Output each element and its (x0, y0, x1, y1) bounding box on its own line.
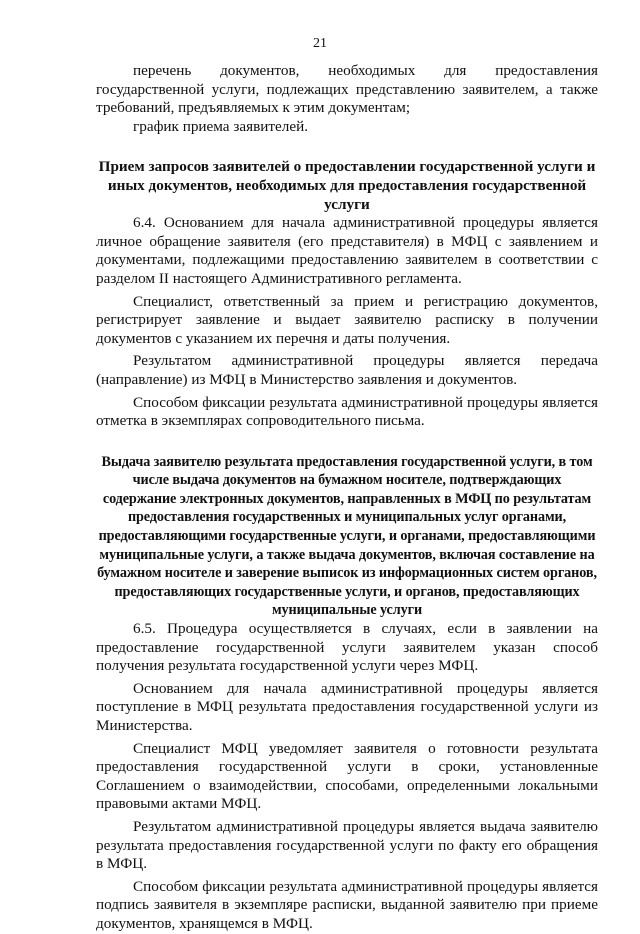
paragraph: Специалист, ответственный за прием и регистрацию документов, регистрирует заявление и выдает заявителю расписку в получении документов с указанием их перечня и даты получения. (96, 292, 598, 347)
paragraph: 6.4. Основанием для начала административной процедуры является личное обращение заявителя (его представителя) в МФЦ с заявлением и документами, подлежащими предоставлению заявителем в соответствии с разделом II настоящего Административного регламента. (96, 214, 598, 287)
paragraph: Способом фиксации результата административной процедуры является подпись заявителя в экземпляре расписки, выданной заявителю при приеме документов, хранящемся в МФЦ. (96, 877, 598, 932)
paragraph: Способом фиксации результата административной процедуры является отметка в экземплярах сопроводительного письма. (96, 393, 598, 430)
paragraph: Результатом административной процедуры является выдача заявителю результата предоставления государственной услуги по факту его обращения в МФЦ. (96, 817, 598, 873)
paragraph: Специалист МФЦ уведомляет заявителя о готовности результата предоставления государственной услуги в сроки, установленные Соглашением о взаимодействии, способами, определенными локальными правовыми актами МФЦ. (96, 739, 598, 813)
paragraph: 6.5. Процедура осуществляется в случаях, если в заявлении на предоставление государственной услуги заявителем указан способ получения результата государственной услуги через МФЦ. (96, 620, 598, 675)
section-heading: Прием запросов заявителей о предоставлении государственной услуги и иных документов, необходимых для предоставления государственной услуги (98, 158, 596, 213)
paragraph: перечень документов, необходимых для предоставления государственной услуги, подлежащих представлению заявителем, а также требований, предъявляемых к этим документам; (96, 62, 598, 117)
page-number: 21 (313, 36, 327, 51)
page-content (96, 62, 598, 934)
paragraph: график приема заявителей. (133, 117, 308, 135)
paragraph: Результатом административной процедуры является передача (направление) из МФЦ в Министерство заявления и документов. (96, 352, 598, 388)
paragraph: Основанием для начала административной процедуры является поступление в МФЦ результата предоставления государственной услуги из Министерства. (96, 679, 598, 734)
section-heading: Выдача заявителю результата предоставления государственной услуги, в том числе выдача документов на бумажном носителе, подтверждающих содержание электронных документов, направленных в МФЦ по результатам предоставления государственных и муниципальных услуг органами, предоставляющими государственные услуги, и органами, предоставляющими муниципальные услуги, а также выдача документов, включая составление на бумажном носителе и заверение выписок из информационных систем органов, предоставляющих государственные услуги, и органов, предоставляющих муниципальные услуги (97, 453, 597, 619)
